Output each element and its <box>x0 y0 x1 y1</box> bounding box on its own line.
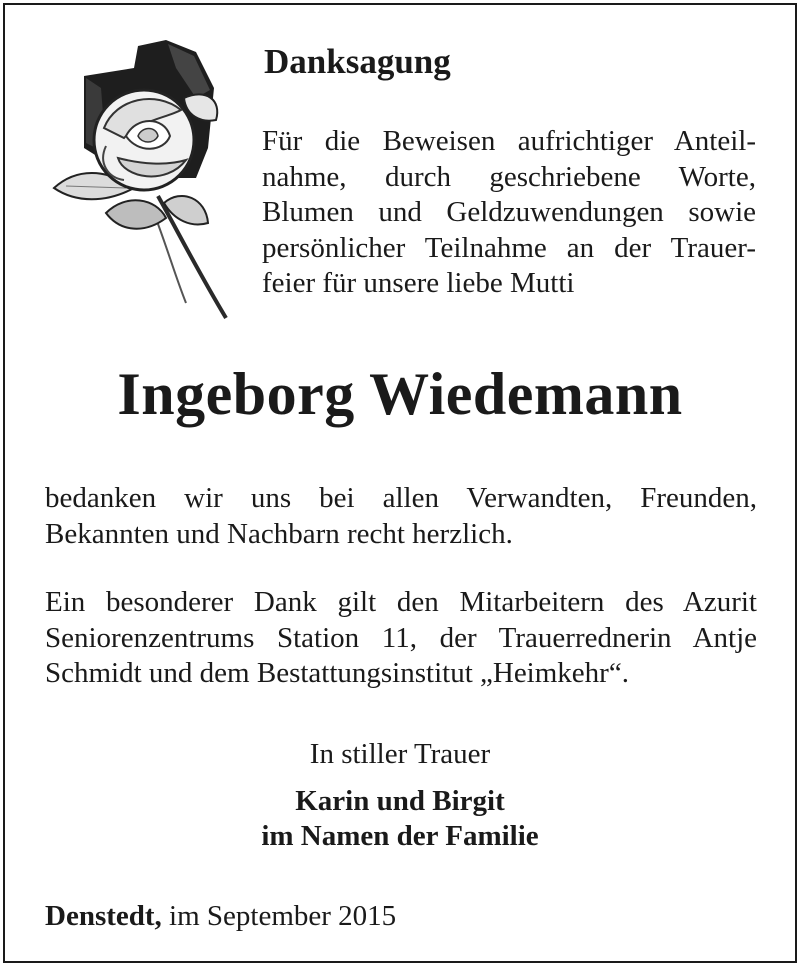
deceased-name: Ingeborg Wiedemann <box>117 361 683 427</box>
place: Denstedt, <box>45 900 162 932</box>
paragraph-line: Seniorenzentrums Station 11, der Trauerrednerin Antje <box>45 621 757 654</box>
intro-line: feier für unsere liebe Mutti <box>262 267 575 299</box>
intro-text <box>262 124 756 302</box>
paragraph-line: Ein besonderer Dank gilt den Mitarbeitern des Azurit <box>45 586 757 618</box>
intro-line: Für die Beweisen aufrichtiger Anteil- <box>262 125 756 157</box>
special-thanks-paragraph <box>45 585 757 692</box>
mourning-line: In stiller Trauer <box>309 738 491 770</box>
paragraph-line: Bekannten und Nachbarn recht herzlich. <box>45 517 513 550</box>
intro-line: nahme, durch geschriebene Worte, <box>262 160 756 193</box>
thanks-paragraph <box>45 481 757 552</box>
heading: Danksagung <box>264 42 451 81</box>
signer-line: im Namen der Familie <box>261 820 539 852</box>
rose-icon <box>46 28 236 333</box>
intro-line: Blumen und Geldzuwendungen sowie <box>262 196 756 228</box>
intro-line: persönlicher Teilnahme an der Trauer- <box>262 231 756 264</box>
paragraph-line: bedanken wir uns bei allen Verwandten, Freunden, <box>45 482 757 514</box>
place-date <box>45 900 396 933</box>
paragraph-line: Schmidt und dem Bestattungsinstitut „Heimkehr“. <box>45 657 629 689</box>
date: im September 2015 <box>169 900 397 932</box>
signers <box>0 784 800 854</box>
signer-line: Karin und Birgit <box>295 785 505 817</box>
